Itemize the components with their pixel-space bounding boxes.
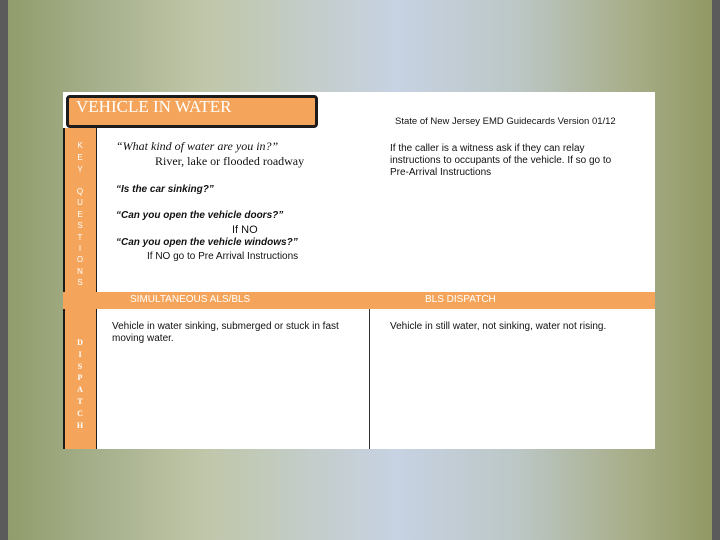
question-car-sinking: “Is the car sinking?” [116, 184, 214, 195]
right-frame-border [712, 0, 720, 540]
key-side-label: K E Y [77, 141, 83, 174]
key-note: If the caller is a witness ask if they can relay instructions to occupants of the vehicle. If so go to Pre-Arrival Instructions [390, 143, 612, 178]
question-water-type-answer: River, lake or flooded roadway [155, 154, 305, 168]
als-bls-header: SIMULTANEOUS ALS/BLS [130, 294, 251, 305]
question-water-type: “What kind of water are you in?” [116, 139, 279, 153]
questions-side-label: Q U E S T I O N S [76, 187, 84, 288]
question-open-doors: “Can you open the vehicle doors?” [116, 210, 284, 221]
question-open-windows: “Can you open the vehicle windows?” [116, 237, 298, 248]
page-title: VEHICLE IN WATER [76, 97, 232, 116]
dispatch-column-divider [369, 309, 370, 449]
bls-dispatch-header: BLS DISPATCH [425, 294, 496, 305]
dispatch-side-label: D I S P A T C H [76, 338, 84, 430]
guidecard-version: State of New Jersey EMD Guidecards Version 01/12 [395, 116, 616, 127]
als-bls-criteria: Vehicle in water sinking, submerged or stuck in fast moving water. [112, 321, 339, 344]
left-frame-border [0, 0, 8, 540]
bls-dispatch-criteria: Vehicle in still water, not sinking, water not rising. [390, 321, 607, 332]
question-open-doors-followup: If NO [232, 224, 258, 236]
question-open-windows-followup: If NO go to Pre Arrival Instructions [147, 251, 299, 262]
